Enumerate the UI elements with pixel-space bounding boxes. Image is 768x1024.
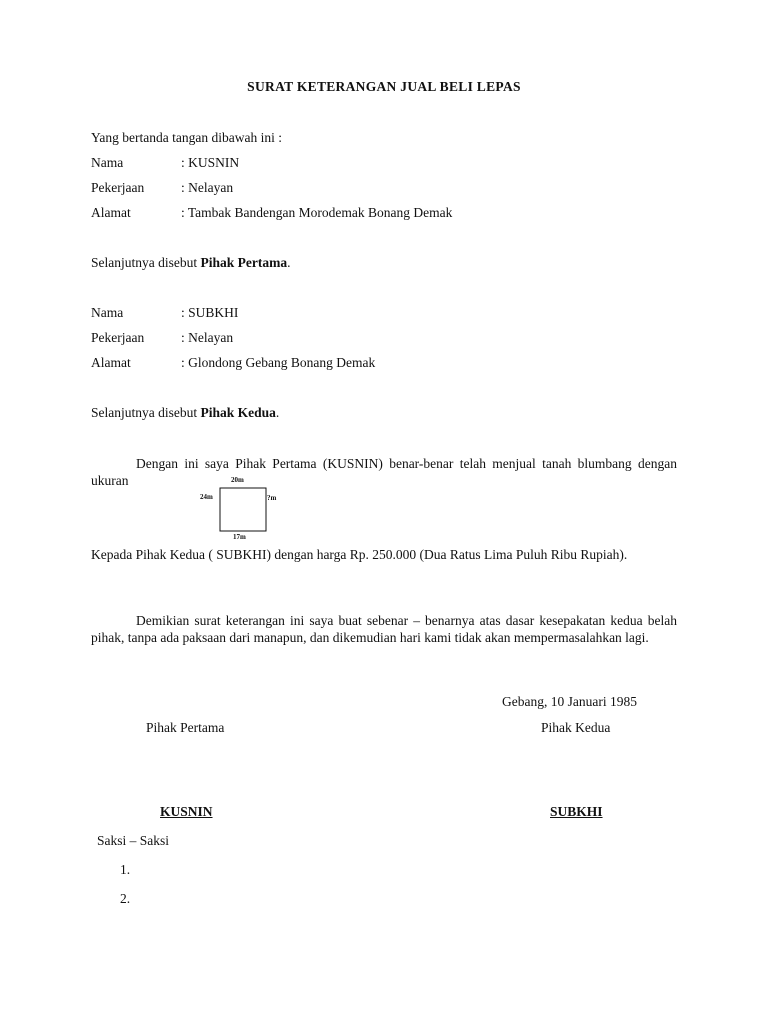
- party1-name-value: : KUSNIN: [181, 155, 240, 170]
- party1-ref-prefix: Selanjutnya disebut: [91, 255, 201, 270]
- party2-ref-prefix: Selanjutnya disebut: [91, 405, 201, 420]
- diagram-bottom-dimension: 17m: [233, 533, 246, 541]
- signature-role-first: Pihak Pertama: [146, 720, 225, 735]
- document-title: SURAT KETERANGAN JUAL BELI LEPAS: [247, 79, 521, 94]
- party2-address-value: : Glondong Gebang Bonang Demak: [181, 355, 376, 370]
- party2-job-value: : Nelayan: [181, 330, 234, 345]
- party1-job-label: Pekerjaan: [91, 180, 145, 195]
- price-paragraph: Kepada Pihak Kedua ( SUBKHI) dengan harga Rp. 250.000 (Dua Ratus Lima Puluh Ribu Rupiah).: [91, 547, 628, 562]
- party2-ref-name: Pihak Kedua: [200, 405, 276, 420]
- land-size-diagram: [197, 474, 287, 544]
- signature-name-second: SUBKHI: [550, 804, 603, 819]
- party2-name-value: : SUBKHI: [181, 305, 239, 320]
- party1-reference: [91, 255, 290, 271]
- party2-address-label: Alamat: [91, 355, 131, 370]
- place-date: Gebang, 10 Januari 1985: [502, 694, 637, 709]
- intro-text: Yang bertanda tangan dibawah ini :: [91, 130, 282, 145]
- party2-reference: [91, 405, 279, 421]
- diagram-left-dimension: 24m: [200, 493, 213, 501]
- party1-ref-name: Pihak Pertama: [200, 255, 288, 270]
- diagram-right-dimension: ?m: [267, 494, 277, 502]
- party1-ref-suffix: .: [287, 255, 291, 270]
- signature-name-first: KUSNIN: [160, 804, 213, 819]
- party1-name-label: Nama: [91, 155, 124, 170]
- sale-statement-paragraph: Dengan ini saya Pihak Pertama (KUSNIN) benar-benar telah menjual tanah blumbang dengan ukuran: [91, 456, 677, 488]
- witness-item: 1.: [120, 862, 131, 877]
- closing-paragraph: Demikian surat keterangan ini saya buat sebenar – benarnya atas dasar kesepakatan kedua belah pihak, tanpa ada paksaan dari manapun, dan dikemudian hari kami tidak akan mempermasalahkan lagi.: [91, 613, 677, 645]
- party1-job-value: : Nelayan: [181, 180, 234, 195]
- signature-role-second: Pihak Kedua: [541, 720, 611, 735]
- party1-address-value: : Tambak Bandengan Morodemak Bonang Demak: [181, 205, 453, 220]
- party2-job-label: Pekerjaan: [91, 330, 145, 345]
- diagram-top-dimension: 20m: [231, 476, 244, 484]
- witness-item: 2.: [120, 891, 131, 906]
- party2-ref-suffix: .: [275, 405, 280, 420]
- witnesses-heading: Saksi – Saksi: [97, 833, 170, 848]
- party1-address-label: Alamat: [91, 205, 131, 220]
- party2-name-label: Nama: [91, 305, 124, 320]
